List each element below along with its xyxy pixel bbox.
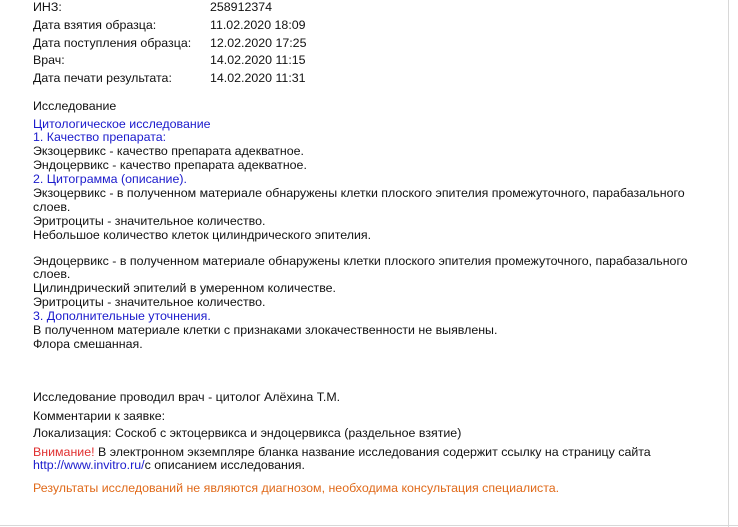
endo-description-line: Эндоцервикс - в полученном материале обнаружены клетки плоского эпителия промежуточного, парабазального — [33, 254, 688, 268]
localization-line: Локализация: Соскоб с эктоцервикса и эндоцервикса (раздельное взятие) — [33, 426, 462, 440]
exo-cylindrical-line: Небольшое количество клеток цилиндрического эпителия. — [33, 228, 372, 242]
attention-line — [33, 445, 651, 459]
bottom-border — [0, 525, 738, 526]
inz-label: ИНЗ: — [33, 0, 62, 14]
arrival-date-value: 12.02.2020 17:25 — [210, 36, 307, 50]
doctor-signature-line: Исследование проводил врач - цитолог Алёхина Т.М. — [33, 390, 341, 404]
quality-exo-line: Экзоцервикс - качество препарата адекватное. — [33, 144, 304, 158]
exo-description-line: Экзоцервикс - в полученном материале обнаружены клетки плоского эпителия промежуточного, парабазального — [33, 186, 685, 200]
right-border — [728, 0, 729, 527]
doctor-date-value: 14.02.2020 11:15 — [210, 53, 306, 67]
malignancy-line: В полученном материале клетки с признаками злокачественности не выявлены. — [33, 323, 498, 337]
attention-text: В электронном экземпляре бланка название исследования содержит ссылку на страницу сайта — [94, 445, 651, 459]
section-quality-title: 1. Качество препарата: — [33, 130, 167, 144]
section-additional-title: 3. Дополнительные уточнения. — [33, 309, 211, 323]
endo-erythrocytes-line: Эритроциты - значительное количество. — [33, 295, 266, 309]
link-line — [33, 458, 305, 472]
quality-endo-line: Эндоцервикс - качество препарата адекватное. — [33, 158, 307, 172]
endo-cylindrical-line: Цилиндрический эпителий в умеренном количестве. — [33, 281, 336, 295]
endo-description-cont: слоев. — [33, 267, 71, 281]
sample-date-label: Дата взятия образца: — [33, 18, 157, 32]
doctor-label: Врач: — [33, 53, 65, 67]
section-cytogram-title: 2. Цитограмма (описание). — [33, 172, 187, 186]
study-heading: Исследование — [33, 99, 117, 113]
flora-line: Флора смешанная. — [33, 337, 143, 351]
disclaimer-line: Результаты исследований не являются диагнозом, необходима консультация специалиста. — [33, 481, 560, 495]
inz-value: 258912374 — [210, 0, 273, 14]
attention-label: Внимание! — [33, 445, 95, 459]
exo-erythrocytes-line: Эритроциты - значительное количество. — [33, 214, 266, 228]
exo-description-cont: слоев. — [33, 200, 71, 214]
study-title: Цитологическое исследование — [33, 117, 211, 131]
comments-label: Комментарии к заявке: — [33, 409, 166, 423]
print-date-value: 14.02.2020 11:31 — [210, 71, 306, 85]
link-suffix: с описанием исследования. — [144, 458, 305, 472]
arrival-date-label: Дата поступления образца: — [33, 36, 192, 50]
print-date-label: Дата печати результата: — [33, 71, 172, 85]
sample-date-value: 11.02.2020 18:09 — [210, 18, 306, 32]
invitro-link[interactable]: http://www.invitro.ru/ — [33, 458, 145, 472]
